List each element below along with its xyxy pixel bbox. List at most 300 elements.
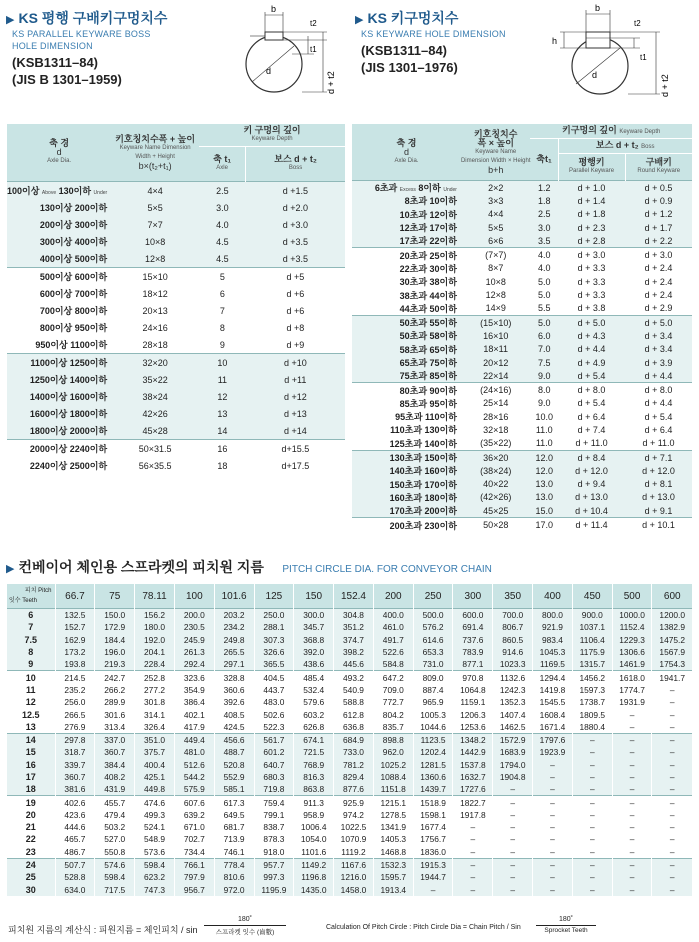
pitch-dia-cell: 585.1 (214, 783, 254, 796)
axle-to: 95이하 (429, 398, 457, 409)
pitch-dia-cell: 957.7 (254, 858, 294, 871)
pitch-dia-cell: – (493, 858, 533, 871)
pitch-dia-cell: 1229.3 (612, 634, 652, 646)
cell-grad: d + 0.5 (625, 181, 692, 195)
table-row (7, 708, 692, 720)
pitch-dia-cell: 1216.0 (334, 871, 374, 883)
left-header-axis: 축 t₁ Axle (199, 147, 246, 182)
pitch-dia-cell: 150.0 (95, 609, 135, 622)
axle-from: 38초과 (399, 290, 428, 301)
table-row (352, 221, 692, 234)
pitch-dia-cell: – (572, 771, 612, 783)
pitch-dia-cell: 203.2 (214, 609, 254, 622)
pitch-dia-cell: 1405.3 (373, 833, 413, 845)
right-header-depth: 키구멍의 깊이 Keyware Depth (530, 124, 692, 139)
teeth-count: 21 (25, 822, 36, 833)
cell-key: 28×18 (142, 339, 168, 350)
table-row (7, 746, 692, 758)
axle-to: 12이하 (429, 209, 457, 220)
cell-t1: 14 (217, 425, 228, 436)
axle-to: 50이하 (429, 303, 457, 314)
pitch-dia-cell: 623.2 (135, 871, 175, 883)
pitch-dia-cell: 438.6 (294, 658, 334, 671)
cell-boss: d +3.5 (282, 236, 308, 247)
axle-to: 75이하 (429, 358, 457, 368)
cell-key: 45×25 (483, 505, 509, 516)
teeth-count: 13 (25, 721, 36, 732)
axle-from: 1800이상 (29, 426, 68, 436)
pitch-dia-cell: 445.6 (334, 658, 374, 671)
table-row (352, 288, 692, 301)
pitch-dia-cell: 1195.9 (254, 884, 294, 896)
pitch-dia-cell: 1382.9 (652, 621, 692, 633)
formula-kr-numerator: 180˚ (237, 916, 252, 923)
formula-note-kr: 피치원 지름의 계산식 : 피원지름 = 체인피치 / sin (8, 925, 198, 935)
pitch-dia-cell: 1442.9 (453, 746, 493, 758)
pitch-dia-cell: 200.0 (174, 609, 214, 622)
diagram-label-t1: t1 (310, 45, 317, 54)
cell-t1: 12.0 (535, 465, 554, 476)
pitch-dia-cell: 1435.0 (294, 884, 334, 896)
cell-par: d + 10.4 (575, 505, 608, 516)
teeth-count: 12 (25, 697, 36, 708)
pitch-dia-cell: 488.7 (214, 746, 254, 758)
cell-t1: 18 (217, 460, 228, 471)
cell-key: 40×22 (483, 479, 509, 490)
axle-to: 950이하 (74, 323, 108, 333)
axle-range-cell (7, 182, 111, 200)
pitch-header-cell: 500 (612, 584, 652, 609)
cell-t1: 12.0 (530, 450, 558, 464)
pitch-dia-cell: – (652, 696, 692, 708)
pitch-dia-cell: – (453, 858, 493, 871)
right-header-gradient: 구배키 Round Keyware (637, 157, 681, 174)
pitch-dia-cell: – (652, 833, 692, 845)
table-row (7, 833, 692, 845)
cell-t1: 10 (199, 354, 246, 372)
axle-from: 44초과 (399, 303, 428, 314)
cell-par: d + 13.0 (575, 492, 608, 503)
pitch-dia-cell: 1727.6 (453, 783, 493, 796)
axle-to: 160이하 (424, 466, 457, 477)
pitch-dia-cell: – (652, 821, 692, 833)
pitch-dia-cell: 759.4 (254, 796, 294, 809)
pitch-dia-cell: 386.4 (174, 696, 214, 708)
cell-par: d + 2.3 (577, 222, 606, 233)
cell-boss: d +14 (283, 425, 307, 436)
pitch-dia-cell: – (453, 884, 493, 896)
axle-range-cell (352, 262, 461, 275)
axle-range-cell (7, 457, 111, 474)
right-standard-2: (JIS 1301–1976) (361, 60, 458, 75)
pitch-dia-cell: 266.2 (95, 684, 135, 696)
formula-en-numerator: 180˚ (558, 916, 573, 923)
axle-to: 150이하 (424, 453, 457, 464)
cell-t1: 1.8 (537, 195, 551, 206)
pitch-dia-cell: 1595.7 (373, 871, 413, 883)
pitch-dia-cell: – (652, 746, 692, 758)
cell-grad: d + 2.4 (644, 290, 673, 301)
cell-grad: d + 1.7 (644, 222, 673, 233)
pitch-dia-cell: 1923.9 (533, 746, 573, 758)
cell-key: 3×3 (488, 195, 504, 206)
cell-grad: d + 2.9 (644, 303, 673, 314)
cell-grad: d + 10.1 (625, 518, 692, 532)
cell-par: d + 6.4 (577, 411, 606, 422)
cell-t1: 4.0 (537, 263, 551, 274)
pitch-dia-cell: 1123.5 (413, 733, 453, 746)
pitch-dia-cell: – (572, 871, 612, 883)
pitch-dia-cell: 172.9 (95, 621, 135, 633)
pitch-dia-cell: 574.6 (95, 858, 135, 871)
cell-key: 6×6 (488, 235, 504, 246)
pitch-circle-table (7, 584, 692, 896)
pitch-dia-cell: 573.6 (135, 846, 175, 859)
pitch-dia-cell: 132.5 (55, 609, 95, 622)
pitch-dia-cell: 384.4 (95, 759, 135, 771)
teeth-count: 25 (25, 872, 36, 883)
axle-to: 180이하 (424, 492, 457, 503)
pitch-dia-cell: 1941.7 (652, 671, 692, 684)
right-keyway-table (352, 124, 692, 532)
pitch-dia-cell: 1913.4 (373, 884, 413, 896)
pitch-dia-cell: 1005.3 (413, 708, 453, 720)
pitch-dia-cell: – (453, 821, 493, 833)
pitch-dia-cell: 1461.9 (612, 658, 652, 671)
pitch-dia-cell: 196.0 (95, 646, 135, 658)
pitch-dia-cell: 313.4 (95, 721, 135, 734)
table-row (352, 383, 692, 397)
teeth-count: 19 (7, 796, 55, 809)
cell-grad: d + 9.1 (644, 505, 673, 516)
pitch-dia-cell: 266.5 (55, 708, 95, 720)
left-title: KS 평행 구배키구멍치수 (18, 10, 168, 26)
pitch-dia-cell: – (572, 833, 612, 845)
table-row (352, 302, 692, 316)
axle-range-cell (7, 354, 111, 372)
cell-par: d + 4.3 (577, 330, 606, 341)
axle-from: 10초과 (399, 209, 428, 220)
pitch-dia-cell: 392.0 (294, 646, 334, 658)
pitch-dia-cell: 532.4 (294, 684, 334, 696)
axle-from: 300이상 (39, 237, 73, 247)
pitch-dia-cell: 1608.4 (533, 708, 573, 720)
pitch-header-cell: 101.6 (214, 584, 254, 609)
pitch-dia-cell: 1809.5 (572, 708, 612, 720)
axle-from: 58초과 (399, 344, 428, 355)
pitch-dia-cell: 404.5 (254, 671, 294, 684)
cell-t1: 15.0 (535, 505, 554, 516)
formula-kr-denominator: 스프라켓 잇수 (齒數) (215, 929, 275, 936)
table-row (7, 646, 692, 658)
cell-key: 24×16 (142, 322, 168, 333)
pitch-dia-cell: 360.7 (55, 771, 95, 783)
axle-to: 500이하 (74, 254, 108, 264)
cell-key: 56×35.5 (138, 460, 172, 471)
pitch-dia-cell: – (493, 821, 533, 833)
pitch-dia-cell: – (612, 871, 652, 883)
cell-grad: d + 6.4 (644, 424, 673, 435)
pitch-dia-cell: 1618.0 (612, 671, 652, 684)
diagram-label-d: d (592, 70, 598, 80)
pitch-header-cell: 66.7 (55, 584, 95, 609)
pitch-dia-cell: – (612, 783, 652, 796)
cell-t1: 13.0 (535, 479, 554, 490)
pitch-dia-cell: 914.6 (493, 646, 533, 658)
pitch-dia-cell: 1754.3 (652, 658, 692, 671)
pitch-dia-cell: – (572, 746, 612, 758)
axle-to: 700이하 (74, 289, 108, 299)
teeth-count: 18 (25, 784, 36, 795)
cell-t1: 3.0 (537, 222, 551, 233)
formula-kr-fraction-bar (204, 925, 286, 926)
axle-from: 2000이상 (29, 444, 68, 454)
axle-to-en: Under (93, 190, 108, 196)
arrow-bullet-icon: ▶ (6, 14, 15, 26)
table-row (7, 422, 345, 440)
cell-par: d + 3.0 (558, 248, 625, 262)
axle-to: 65이하 (429, 344, 457, 355)
pitch-dia-cell: 449.8 (135, 783, 175, 796)
pitch-dia-cell: 1149.2 (294, 858, 334, 871)
pitch-dia-cell: 1836.0 (413, 846, 453, 859)
axle-to: 140이하 (424, 438, 457, 449)
axle-range-cell (352, 478, 461, 491)
table-row (7, 302, 345, 319)
pitch-dia-cell: 548.9 (135, 833, 175, 845)
pitch-dia-cell: 288.1 (254, 621, 294, 633)
table-row (352, 181, 692, 195)
pitch-dia-cell: 603.2 (294, 708, 334, 720)
axle-from: 150초과 (389, 479, 423, 490)
pitch-dia-cell: 1152.4 (612, 621, 652, 633)
cell-key: (42×26) (480, 492, 512, 503)
teeth-count: 6 (7, 609, 55, 622)
pitch-dia-cell: 400.0 (373, 609, 413, 622)
cell-par: d + 11.0 (575, 438, 608, 449)
table-row (352, 491, 692, 504)
axle-range-cell (7, 233, 111, 250)
pitch-dia-cell: 351.2 (334, 621, 374, 633)
pitch-dia-cell: 465.7 (55, 833, 95, 845)
pitch-dia-cell: 527.0 (95, 833, 135, 845)
pitch-header-cell: 450 (572, 584, 612, 609)
pitch-dia-cell: 493.2 (334, 671, 374, 684)
pitch-dia-cell: – (572, 733, 612, 746)
pitch-dia-cell: – (652, 771, 692, 783)
axle-from: 85초과 (399, 398, 428, 409)
pitch-dia-cell: 878.3 (254, 833, 294, 845)
cell-grad: d + 0.9 (644, 195, 673, 206)
pitch-dia-cell: 1064.8 (453, 684, 493, 696)
pitch-dia-cell: 797.9 (174, 871, 214, 883)
left-header-key: 키호칭치수폭 + 높이 Keyware Name Dimension Width + Height b×(t₂+t₁) (115, 133, 196, 171)
pitch-dia-cell: 1159.1 (453, 696, 493, 708)
pitch-dia-cell: 747.3 (135, 884, 175, 896)
pitch-dia-cell: – (652, 871, 692, 883)
table-row (7, 759, 692, 771)
pitch-dia-cell: 512.6 (174, 759, 214, 771)
cell-t1: 8 (219, 322, 225, 333)
pitch-dia-cell: – (572, 783, 612, 796)
pitch-dia-cell: 351.0 (135, 733, 175, 746)
pitch-dia-cell: 245.9 (174, 634, 214, 646)
pitch-dia-cell: 1215.1 (373, 796, 413, 809)
pitch-header-row (7, 584, 692, 609)
pitch-dia-cell: 522.3 (254, 721, 294, 734)
pitch-dia-cell: 1462.5 (493, 721, 533, 734)
pitch-teeth-corner (7, 584, 55, 609)
pitch-dia-cell: 1088.4 (373, 771, 413, 783)
axle-range-cell (352, 275, 461, 288)
pitch-dia-cell: 214.5 (55, 671, 95, 684)
pitch-dia-cell: 911.3 (294, 796, 334, 809)
pitch-dia-cell: 360.7 (95, 746, 135, 758)
pitch-dia-cell: 1242.3 (493, 684, 533, 696)
pitch-dia-cell: 1023.3 (493, 658, 533, 671)
axle-to: 8이하 (418, 183, 441, 194)
pitch-dia-cell: 860.5 (493, 634, 533, 646)
cell-par: d + 2.8 (577, 235, 606, 246)
cell-key: 18×11 (483, 344, 509, 355)
table-row (352, 369, 692, 383)
pitch-dia-cell: – (533, 833, 573, 845)
pitch-dia-cell: 965.9 (413, 696, 453, 708)
pitch-dia-cell: 1917.8 (453, 809, 493, 821)
pitch-dia-cell: 1151.8 (373, 783, 413, 796)
table-row (352, 478, 692, 491)
pitch-dia-cell: 1341.9 (373, 821, 413, 833)
pitch-dia-cell: 1683.9 (493, 746, 533, 758)
pitch-dia-cell: 230.5 (174, 621, 214, 633)
pitch-dia-cell: 1202.4 (413, 746, 453, 758)
pitch-dia-cell: 781.2 (334, 759, 374, 771)
diagram-label-t1: t1 (640, 53, 647, 62)
axle-range-cell (7, 319, 111, 336)
diagram-label-d-t2: d + t2 (660, 74, 670, 97)
table-row (7, 319, 345, 336)
table-row (7, 696, 692, 708)
pitch-dia-cell: 304.8 (334, 609, 374, 622)
axle-from: 80초과 (399, 385, 428, 396)
pitch-dia-cell: – (612, 759, 652, 771)
table-row (7, 216, 345, 233)
pitch-dia-cell: 500.0 (413, 609, 453, 622)
formula-note-en: Calculation Of Pitch Circle : Pitch Circle Dia = Chain Pitch / Sin (326, 924, 521, 931)
axle-to: 22이하 (429, 236, 457, 247)
axle-to: 10이하 (429, 196, 457, 207)
pitch-dia-cell: – (612, 821, 652, 833)
pitch-dia-cell: 1206.3 (453, 708, 493, 720)
axle-from: 200초과 (389, 520, 423, 531)
cell-grad: d + 7.1 (625, 450, 692, 464)
axle-from: 130초과 (389, 453, 423, 464)
pitch-header-cell: 250 (413, 584, 453, 609)
axle-from: 400이상 (39, 254, 73, 264)
pitch-dia-cell: 838.7 (254, 821, 294, 833)
cell-boss: d +6 (286, 288, 305, 299)
pitch-dia-cell: 1756.7 (413, 833, 453, 845)
axle-range-cell (352, 369, 461, 383)
pitch-dia-cell: 1407.4 (493, 708, 533, 720)
pitch-dia-cell: 1294.4 (533, 671, 573, 684)
teeth-count: 24 (7, 858, 55, 871)
cell-t1: 7.0 (537, 344, 551, 355)
cell-t1: 8.0 (530, 383, 558, 397)
table-row (7, 684, 692, 696)
cell-t1: 4.5 (216, 236, 229, 247)
axle-from: 20초과 (399, 250, 428, 261)
table-row (352, 194, 692, 207)
pitch-dia-cell: 997.3 (254, 871, 294, 883)
table-row (352, 275, 692, 288)
cell-par: d + 7.4 (577, 424, 606, 435)
pitch-dia-cell: 600.0 (453, 609, 493, 622)
cell-t1: 4.0 (216, 219, 229, 230)
table-row (7, 336, 345, 354)
pitch-dia-cell: 503.2 (95, 821, 135, 833)
pitch-dia-cell: – (533, 809, 573, 821)
pitch-dia-cell: 398.2 (334, 646, 374, 658)
pitch-dia-cell: – (652, 733, 692, 746)
axle-range-cell (7, 388, 111, 405)
axle-from: 65초과 (399, 358, 428, 368)
pitch-dia-cell: 314.1 (135, 708, 175, 720)
axle-to-en: Under (443, 187, 457, 194)
cell-key: 50×31.5 (111, 440, 199, 458)
pitch-dia-cell: 424.5 (214, 721, 254, 734)
pitch-dia-cell: 402.1 (174, 708, 214, 720)
cell-t1: 3.0 (216, 202, 229, 213)
pitch-dia-cell: 671.0 (174, 821, 214, 833)
axle-to: 600이하 (74, 272, 108, 282)
cell-t1: 11 (217, 374, 228, 385)
pitch-dia-cell: 1439.7 (413, 783, 453, 796)
cell-t1: 13.0 (535, 492, 554, 503)
pitch-dia-cell: 974.2 (334, 809, 374, 821)
pitch-dia-cell: 636.8 (334, 721, 374, 734)
right-header-axle: 축 경 d Axle Dia. (394, 137, 419, 164)
table-row (7, 858, 692, 871)
pitch-dia-cell: 1532.3 (373, 858, 413, 871)
pitch-dia-cell: 180.0 (135, 621, 175, 633)
cell-key: (24×16) (461, 383, 531, 397)
table-row (7, 658, 692, 671)
cell-key: 4×4 (111, 182, 199, 200)
cell-key: 20×12 (483, 357, 509, 368)
axle-from: 950이상 (35, 340, 68, 350)
cell-par: d + 8.0 (558, 383, 625, 397)
pitch-dia-cell: – (533, 821, 573, 833)
corner-pitch-label: 피치 Pitch (24, 588, 52, 594)
axle-from: 75초과 (399, 371, 428, 382)
pitch-header-cell: 78.11 (135, 584, 175, 609)
pitch-dia-cell: 702.7 (174, 833, 214, 845)
pitch-title-block (6, 557, 696, 577)
pitch-dia-cell: 479.4 (95, 809, 135, 821)
axle-range-cell (352, 504, 461, 518)
pitch-header-cell: 75 (95, 584, 135, 609)
cell-key: 2×2 (461, 181, 531, 195)
left-header-axle: 축 경 d Axle Dia. (47, 138, 72, 164)
cell-key: 38×24 (142, 391, 168, 402)
table-row (352, 518, 692, 532)
teeth-count: 7 (28, 622, 34, 633)
pitch-dia-cell: 1677.4 (413, 821, 453, 833)
cell-key: (15×10) (461, 315, 531, 329)
cell-key: 36×20 (461, 450, 531, 464)
pitch-dia-cell: 647.2 (373, 671, 413, 684)
